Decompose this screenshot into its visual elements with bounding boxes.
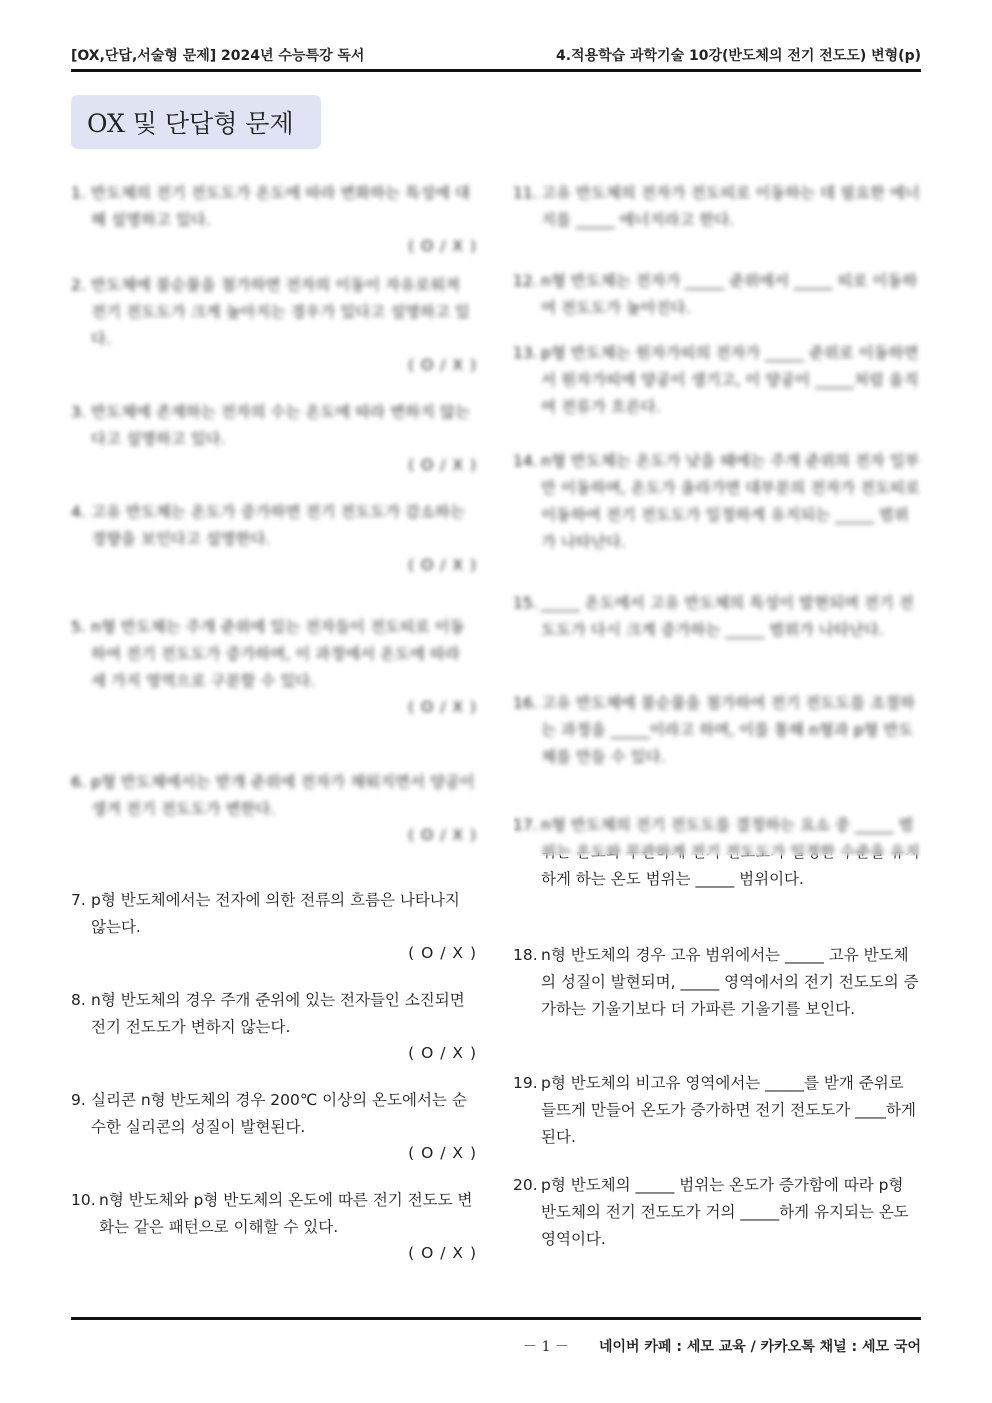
header-left-title: [OX,단답,서술형 문제] 2024년 수능특강 독서 [71,48,365,64]
question-item [513,340,921,448]
ox-answer-choice: ( O / X ) [408,556,477,574]
question-text: p형 반도체의 _____ 범위는 온도가 증가함에 따라 p형 반도체의 전기 전도도가 거의 _____하게 유지되는 온도 영역이다. [541,1176,909,1248]
question-number: 3. [71,403,86,421]
question-text: n형 반도체는 전자가 _____ 준위에서 _____ 띠로 이동하여 전도도가 높아진다. [541,272,918,317]
question-item [513,268,921,340]
question-text: n형 반도체의 전기 전도도를 결정하는 요소 중 _____ 범위는 온도와 무관하게 전기 전도도가 일정한 수준을 유지하게 하는 온도 범위는 _____ 범위이다. [513,812,921,893]
question-item [71,399,479,499]
page-number: － 1 － [523,1339,569,1355]
ox-answer-choice: ( O / X ) [408,237,477,255]
question-item [71,272,479,399]
question-item [71,1087,479,1187]
question-number: 15. [513,594,538,612]
question-item [71,769,479,887]
question-number: 1. [71,184,86,202]
question-item [71,987,479,1087]
question-number: 9. [71,1091,86,1109]
header-divider [71,69,921,72]
blur-overlay [513,812,921,856]
ox-answer-choice: ( O / X ) [408,1044,477,1062]
question-text: p형 반도체의 비고유 영역에서는 _____를 받개 준위로 들뜨게 만들어 온도가 증가하면 전기 전도도가 ____하게 된다. [541,1074,916,1146]
question-item [513,942,921,1070]
question-text: 반도체에 존재하는 전자의 수는 온도에 따라 변하지 않는다고 설명하고 있다. [91,403,470,448]
question-number: 18. [513,946,538,964]
question-item [513,590,921,690]
question-number: 4. [71,503,86,521]
question-number: 7. [71,891,86,909]
ox-answer-choice: ( O / X ) [408,826,477,844]
question-number: 12. [513,272,538,290]
header-right-title: 4.적용학습 과학기술 10강(반도체의 전기 전도도) 변형(p) [555,48,921,64]
question-item [71,614,479,769]
footer-divider [71,1317,921,1320]
question-text: n형 반도체의 경우 고유 범위에서는 _____ 고유 반도체의 성질이 발현되며, _____ 영역에서의 전기 전도도의 증가하는 기울기보다 더 가파른 기울기를 보인다. [541,946,919,1018]
question-text: 고유 반도체는 온도가 증가하면 전기 전도도가 감소하는 경향을 보인다고 설명한다. [91,503,465,548]
question-item [513,812,921,942]
question-text: n형 반도체의 경우 주개 준위에 있는 전자들인 소진되면 전기 전도도가 변하지 않는다. [91,991,465,1036]
question-text: p형 반도체에서는 전자에 의한 전류의 흐름은 나타나지 않는다. [91,891,460,936]
question-item [71,180,479,272]
question-number: 11. [513,184,538,202]
question-text: 실리콘 n형 반도체의 경우 200℃ 이상의 온도에서는 순수한 실리콘의 성질이 발현된다. [91,1091,467,1136]
ox-answer-choice: ( O / X ) [408,356,477,374]
ox-answer-choice: ( O / X ) [408,1144,477,1162]
question-text: 반도체에 불순물을 첨가하면 전자의 이동이 자유로워져 전기 전도도가 크게 높아지는 경우가 있다고 설명하고 있다. [91,276,470,348]
question-number: 16. [513,694,538,712]
question-number: 2. [71,276,86,294]
question-text: n형 반도체는 온도가 낮을 때에는 주개 준위의 전자 일부만 이동하며, 온도가 올라가면 대부분의 전자가 전도띠로 이동하여 전기 전도도가 일정하게 유지되는 _____ 범위가 나타난다. [541,452,920,551]
page-header [71,44,921,66]
question-number: 13. [513,344,538,362]
question-item [513,1172,921,1272]
question-text: p형 반도체는 원자가띠의 전자가 _____ 준위로 이동하면서 원자가띠에 양공이 생기고, 이 양공이 _____처럼 움직여 전류가 흐른다. [541,344,919,416]
question-number: 19. [513,1074,538,1092]
question-number: 17. [513,816,538,834]
page-footer [523,1336,921,1356]
ox-answer-choice: ( O / X ) [408,944,477,962]
question-text: _____ 온도에서 고유 반도체의 특성이 발현되며 전기 전도도가 다시 크게 증가하는 _____ 범위가 나타난다. [541,594,914,639]
ox-answer-choice: ( O / X ) [408,698,477,716]
question-text: p형 반도체에서는 받개 준위에 전자가 채워지면서 양공이 생겨 전기 전도도가 변한다. [91,773,475,818]
question-item [513,448,921,590]
question-item [71,1187,479,1287]
question-item [71,499,479,614]
question-number: 20. [513,1176,538,1194]
ox-answer-choice: ( O / X ) [408,1244,477,1262]
question-text: 고유 반도체의 전자가 전도띠로 이동하는 데 필요한 에너지를 _____ 에너지라고 한다. [541,184,920,229]
question-number: 14. [513,452,538,470]
question-number: 10. [71,1191,96,1209]
ox-answer-choice: ( O / X ) [408,456,477,474]
left-column [71,180,479,1287]
question-text: 반도체의 전기 전도도가 온도에 따라 변화하는 특성에 대해 설명하고 있다. [91,184,470,229]
question-item [513,690,921,812]
footer-text: 네이버 카페 : 세모 교육 / 카카오톡 채널 : 세모 국어 [598,1339,921,1355]
question-item [513,1070,921,1172]
section-title: OX 및 단답형 문제 [71,95,321,149]
question-item [513,180,921,268]
question-number: 5. [71,618,86,636]
question-item [71,887,479,987]
question-text: n형 반도체는 주개 준위에 있는 전자들이 전도띠로 이동하여 전기 전도도가 증가하며, 이 과정에서 온도에 따라 세 가지 영역으로 구분할 수 있다. [91,618,465,690]
question-text: n형 반도체와 p형 반도체의 온도에 따른 전기 전도도 변화는 같은 패턴으로 이해할 수 있다. [99,1191,473,1236]
question-number: 8. [71,991,86,1009]
right-column [513,180,921,1272]
question-text: 고유 반도체에 불순물을 첨가하여 전기 전도도를 조절하는 과정을 _____이라고 하며, 이를 통해 n형과 p형 반도체를 만들 수 있다. [541,694,915,766]
question-number: 6. [71,773,86,791]
